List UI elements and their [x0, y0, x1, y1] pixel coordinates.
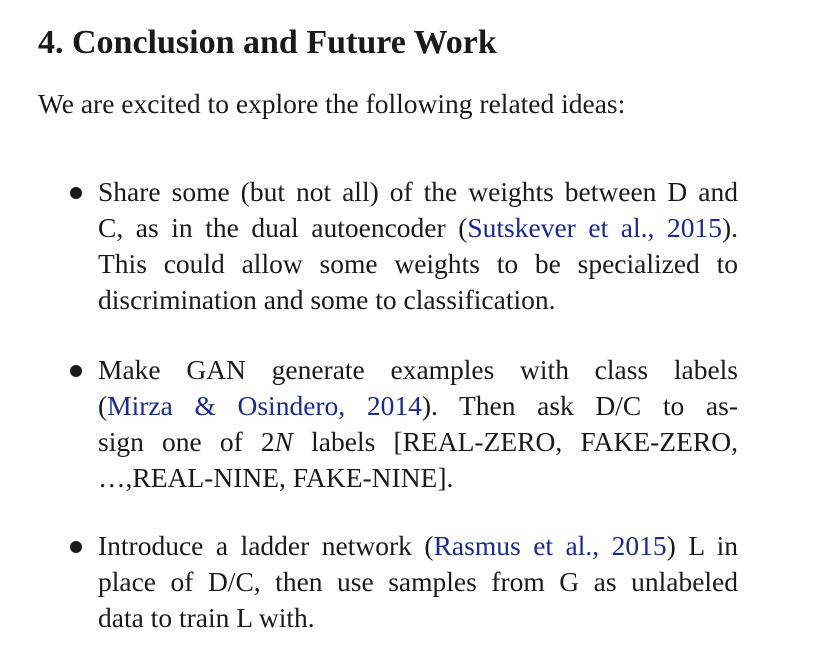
bullet-line: This could allow some weights to be specialized to: [98, 248, 738, 279]
bullet-line: place of D/C, then use samples from G as unlabeled: [98, 566, 738, 597]
citation-link[interactable]: Sutskever et al., 2015: [467, 212, 722, 243]
bullet-line: (Mirza & Osindero, 2014). Then ask D/C to as-: [98, 390, 738, 421]
bullet-line: Make GAN generate examples with class labels: [98, 354, 738, 385]
section-heading: 4. Conclusion and Future Work: [38, 24, 497, 61]
bullet-line: …,REAL-NINE, FAKE-NINE].: [98, 462, 454, 493]
citation-link[interactable]: Mirza & Osindero, 2014: [107, 390, 422, 421]
bullet-icon: [70, 541, 82, 553]
bullet-line: data to train L with.: [98, 602, 315, 633]
bullet-line: sign one of 2N labels [REAL-ZERO, FAKE-ZERO,: [98, 426, 738, 457]
bullet-icon: [70, 187, 82, 199]
bullet-icon: [70, 365, 82, 377]
bullet-line: C, as in the dual autoencoder (Sutskever et al., 2015).: [98, 212, 738, 243]
bullet-line: discrimination and some to classification.: [98, 284, 556, 315]
bullet-line: Introduce a ladder network (Rasmus et al., 2015) L in: [98, 530, 738, 561]
bullet-line: Share some (but not all) of the weights between D and: [98, 176, 738, 207]
citation-link[interactable]: Rasmus et al., 2015: [433, 530, 667, 561]
math-symbol: N: [274, 426, 293, 457]
intro-paragraph: We are excited to explore the following related ideas:: [38, 88, 626, 119]
